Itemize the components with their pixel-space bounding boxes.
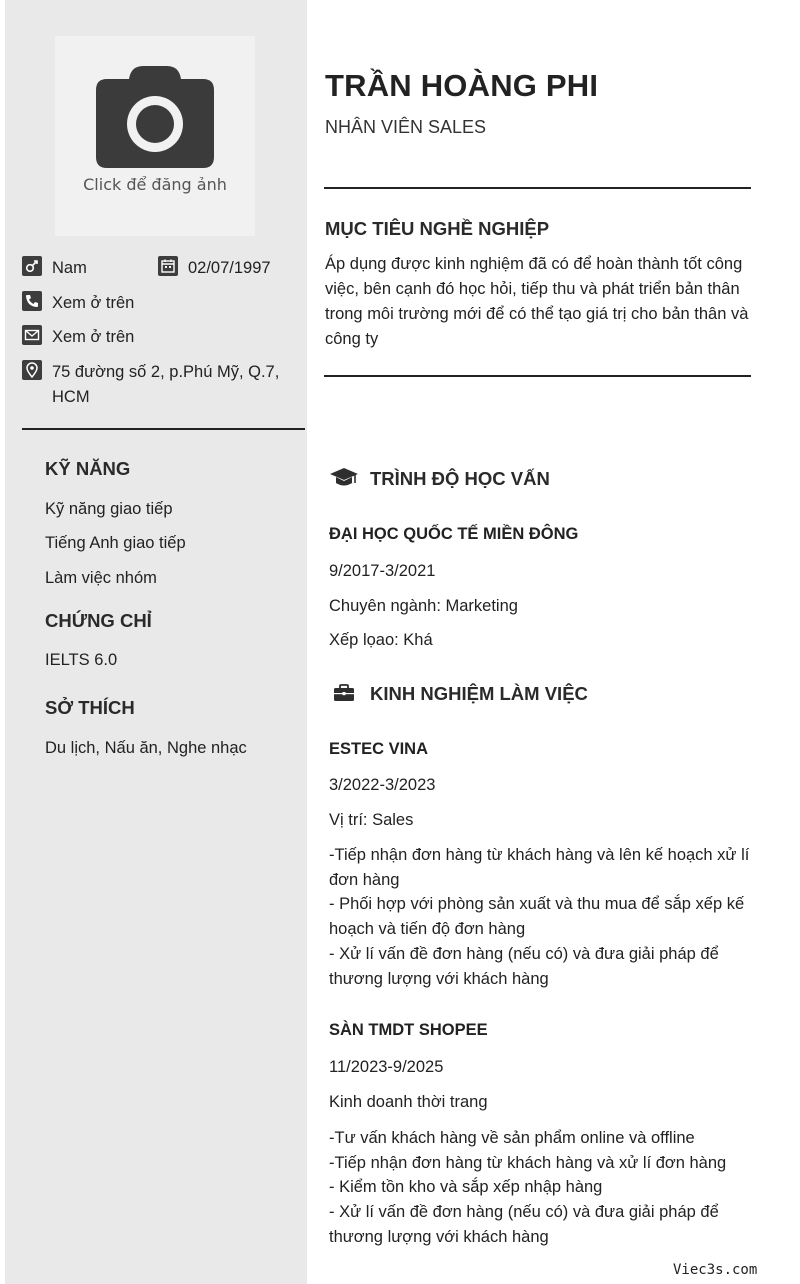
candidate-name: TRẦN HOÀNG PHI: [325, 68, 599, 103]
graduation-cap-icon: [329, 467, 359, 489]
header-divider: [324, 187, 751, 189]
camera-icon: [95, 65, 215, 169]
briefcase-icon: [333, 684, 355, 702]
objective-text: Áp dụng được kinh nghiệm đã có để hoàn thành tốt công việc, bên cạnh đó học hỏi, tiếp thu và phát triển bản thân trong môi trường mới để có thể tạo giá trị cho bản thân và công ty: [325, 255, 749, 348]
education-heading: TRÌNH ĐỘ HỌC VẤN: [370, 468, 550, 489]
skill-item: Kỹ năng giao tiếp: [45, 500, 173, 518]
watermark: Viec3s.com: [673, 1262, 758, 1278]
phone-icon: [22, 291, 42, 311]
education-grade: Xếp lọao: Khá: [329, 631, 433, 649]
photo-upload[interactable]: [55, 36, 255, 236]
sidebar-divider: [22, 428, 305, 430]
job-period: 11/2023-9/2025: [329, 1058, 444, 1076]
job-period: 3/2022-3/2023: [329, 776, 436, 794]
job-duties: -Tiếp nhận đơn hàng từ khách hàng và lên kế hoạch xử lí đơn hàng - Phối hợp với phòng sản xuất và thu mua để sắp xếp kế hoạch và tiến độ đơn hàng - Xử lí vấn đề đơn hàng (nếu có) và đưa giải pháp để thương lượng với khách hàng: [329, 846, 750, 988]
objective-divider: [324, 375, 751, 377]
job-position: Vị trí: Sales: [329, 811, 414, 829]
location-icon: [22, 360, 42, 380]
education-major: Chuyên ngành: Marketing: [329, 597, 518, 615]
skills-heading: KỸ NĂNG: [45, 458, 131, 479]
phone-value: Xem ở trên: [52, 294, 135, 312]
job-title: NHÂN VIÊN SALES: [325, 117, 487, 137]
company-name: ESTEC VINA: [329, 740, 429, 758]
skill-item: Tiếng Anh giao tiếp: [45, 534, 186, 552]
skill-item: Làm việc nhóm: [45, 569, 157, 587]
experience-heading: KINH NGHIỆM LÀM VIỆC: [370, 683, 588, 704]
photo-upload-label: Click để đăng ảnh: [83, 175, 227, 194]
email-icon: [22, 325, 42, 345]
address-value: 75 đường số 2, p.Phú Mỹ, Q.7, HCM: [52, 363, 280, 406]
gender-icon: [22, 256, 42, 276]
hobbies-heading: SỞ THÍCH: [45, 697, 135, 718]
school-name: ĐẠI HỌC QUỐC TẾ MIỀN ĐÔNG: [329, 525, 579, 543]
company-name: SÀN TMDT SHOPEE: [329, 1021, 488, 1039]
certificates-heading: CHỨNG CHỈ: [45, 610, 152, 631]
birthdate-value: 02/07/1997: [188, 259, 271, 277]
hobbies-text: Du lịch, Nấu ăn, Nghe nhạc: [45, 739, 247, 757]
gender-value: Nam: [52, 259, 87, 277]
objective-heading: MỤC TIÊU NGHỀ NGHIỆP: [325, 218, 550, 239]
job-duties: -Tư vấn khách hàng về sản phẩm online và offline -Tiếp nhận đơn hàng từ khách hàng và xử lí đơn hàng - Kiểm tồn kho và sắp xếp nhập hàng - Xử lí vấn đề đơn hàng (nếu có) và đưa giải pháp để thương lượng với khách hàng: [329, 1129, 727, 1246]
calendar-icon: [158, 256, 178, 276]
certificate-item: IELTS 6.0: [45, 651, 118, 669]
education-period: 9/2017-3/2021: [329, 562, 436, 580]
job-position: Kinh doanh thời trang: [329, 1093, 488, 1111]
email-value: Xem ở trên: [52, 328, 135, 346]
